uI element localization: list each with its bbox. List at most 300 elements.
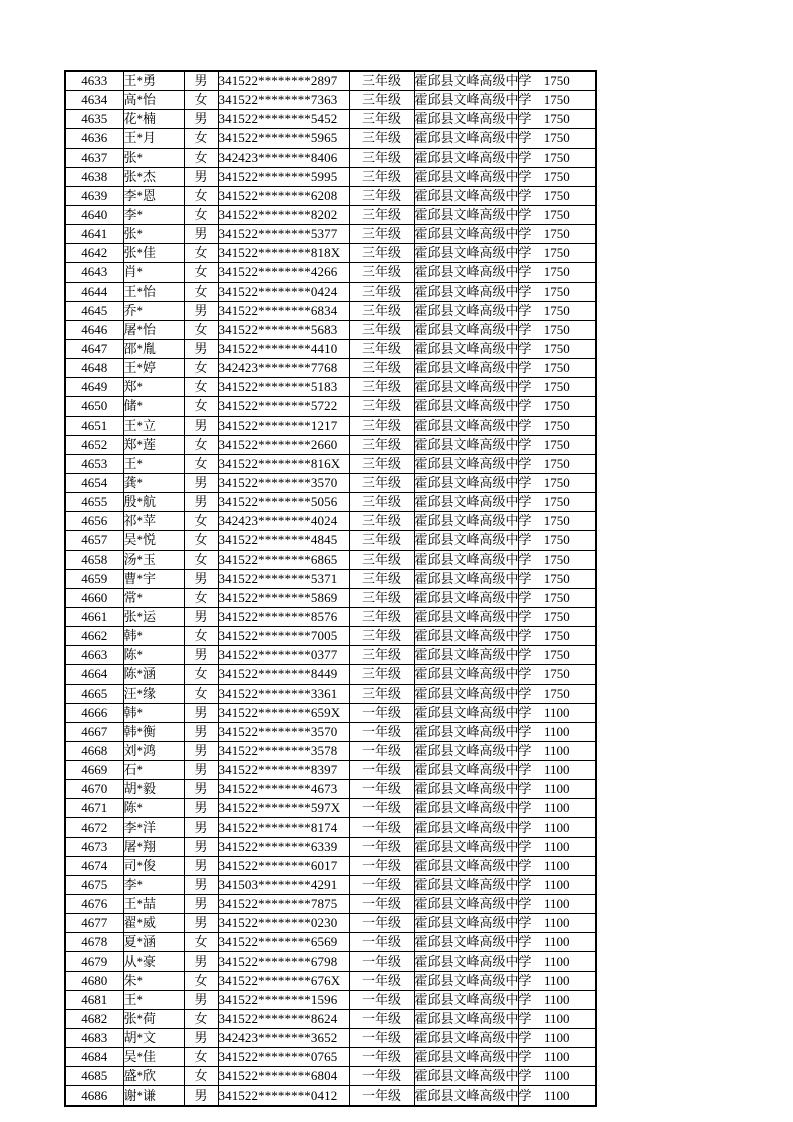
cell-id-number: 341522********6834 [218,301,349,320]
cell-gender: 女 [184,531,218,550]
table-row [65,320,596,339]
cell-id-number: 341522********5452 [218,110,349,129]
table-row [65,91,596,110]
cell-serial-number: 4683 [65,1029,123,1048]
cell-amount: 1100 [518,856,596,875]
cell-gender: 女 [184,205,218,224]
cell-serial-number: 4659 [65,569,123,588]
cell-id-number: 341522********8174 [218,818,349,837]
cell-serial-number: 4633 [65,71,123,91]
cell-gender: 女 [184,263,218,282]
cell-gender: 女 [184,627,218,646]
cell-student-name: 韩* [123,703,184,722]
cell-amount: 1100 [518,703,596,722]
cell-amount: 1750 [518,627,596,646]
table-row [65,416,596,435]
cell-grade: 三年级 [349,569,414,588]
cell-gender: 男 [184,780,218,799]
cell-serial-number: 4638 [65,167,123,186]
cell-serial-number: 4679 [65,952,123,971]
cell-amount: 1100 [518,895,596,914]
cell-id-number: 342423********4024 [218,512,349,531]
cell-student-name: 谢*谦 [123,1086,184,1106]
cell-school: 霍邱县文峰高级中学 [414,895,518,914]
table-row [65,818,596,837]
table-row [65,569,596,588]
cell-id-number: 341522********5995 [218,167,349,186]
cell-student-name: 祁*苹 [123,512,184,531]
cell-id-number: 341522********3570 [218,722,349,741]
cell-student-name: 肖* [123,263,184,282]
cell-amount: 1100 [518,952,596,971]
cell-gender: 男 [184,895,218,914]
cell-grade: 三年级 [349,684,414,703]
cell-gender: 男 [184,493,218,512]
cell-grade: 三年级 [349,359,414,378]
cell-serial-number: 4643 [65,263,123,282]
cell-id-number: 341522********4845 [218,531,349,550]
cell-gender: 男 [184,914,218,933]
cell-serial-number: 4686 [65,1086,123,1106]
cell-amount: 1100 [518,875,596,894]
cell-gender: 女 [184,378,218,397]
cell-grade: 三年级 [349,416,414,435]
table-row [65,378,596,397]
cell-serial-number: 4684 [65,1048,123,1067]
cell-gender: 男 [184,952,218,971]
cell-school: 霍邱县文峰高级中学 [414,1086,518,1106]
cell-grade: 一年级 [349,914,414,933]
cell-grade: 三年级 [349,167,414,186]
cell-school: 霍邱县文峰高级中学 [414,435,518,454]
cell-gender: 男 [184,837,218,856]
cell-amount: 1100 [518,780,596,799]
cell-serial-number: 4678 [65,933,123,952]
cell-student-name: 常* [123,588,184,607]
table-row [65,761,596,780]
cell-student-name: 王*勇 [123,71,184,91]
cell-gender: 女 [184,454,218,473]
table-row [65,493,596,512]
cell-grade: 一年级 [349,1086,414,1106]
cell-grade: 三年级 [349,339,414,358]
cell-gender: 男 [184,301,218,320]
table-row [65,1086,596,1106]
cell-grade: 一年级 [349,971,414,990]
cell-gender: 男 [184,722,218,741]
cell-id-number: 341522********8202 [218,205,349,224]
cell-gender: 女 [184,971,218,990]
cell-grade: 三年级 [349,473,414,492]
table-row [65,186,596,205]
cell-amount: 1100 [518,914,596,933]
cell-id-number: 341522********1596 [218,990,349,1009]
cell-student-name: 王* [123,454,184,473]
cell-student-name: 王*立 [123,416,184,435]
cell-gender: 男 [184,569,218,588]
cell-serial-number: 4646 [65,320,123,339]
table-row [65,205,596,224]
cell-school: 霍邱县文峰高级中学 [414,263,518,282]
cell-student-name: 刘*鸿 [123,741,184,760]
cell-amount: 1750 [518,569,596,588]
cell-serial-number: 4675 [65,875,123,894]
cell-amount: 1750 [518,512,596,531]
cell-id-number: 341522********0765 [218,1048,349,1067]
cell-grade: 一年级 [349,856,414,875]
cell-gender: 男 [184,856,218,875]
cell-gender: 男 [184,818,218,837]
cell-school: 霍邱县文峰高级中学 [414,148,518,167]
cell-student-name: 王*婷 [123,359,184,378]
cell-school: 霍邱县文峰高级中学 [414,665,518,684]
cell-grade: 一年级 [349,837,414,856]
cell-school: 霍邱县文峰高级中学 [414,186,518,205]
cell-serial-number: 4660 [65,588,123,607]
cell-student-name: 吴*悦 [123,531,184,550]
cell-id-number: 341522********6798 [218,952,349,971]
cell-grade: 一年级 [349,952,414,971]
cell-gender: 男 [184,799,218,818]
table-row [65,665,596,684]
cell-student-name: 屠*翔 [123,837,184,856]
cell-gender: 女 [184,933,218,952]
cell-grade: 三年级 [349,607,414,626]
cell-school: 霍邱县文峰高级中学 [414,952,518,971]
cell-school: 霍邱县文峰高级中学 [414,91,518,110]
cell-school: 霍邱县文峰高级中学 [414,837,518,856]
cell-serial-number: 4685 [65,1067,123,1086]
cell-student-name: 屠*怡 [123,320,184,339]
roster-table-body [65,71,596,1106]
cell-grade: 三年级 [349,378,414,397]
cell-gender: 女 [184,320,218,339]
cell-amount: 1750 [518,282,596,301]
cell-serial-number: 4637 [65,148,123,167]
cell-serial-number: 4677 [65,914,123,933]
cell-id-number: 341522********6017 [218,856,349,875]
cell-amount: 1750 [518,71,596,91]
cell-school: 霍邱县文峰高级中学 [414,416,518,435]
cell-school: 霍邱县文峰高级中学 [414,550,518,569]
cell-student-name: 盛*欣 [123,1067,184,1086]
cell-amount: 1100 [518,741,596,760]
cell-gender: 女 [184,684,218,703]
cell-id-number: 341522********8397 [218,761,349,780]
cell-serial-number: 4682 [65,1009,123,1028]
table-row [65,703,596,722]
cell-id-number: 341522********5965 [218,129,349,148]
cell-amount: 1750 [518,665,596,684]
cell-serial-number: 4648 [65,359,123,378]
cell-serial-number: 4668 [65,741,123,760]
cell-serial-number: 4663 [65,646,123,665]
cell-id-number: 341522********8449 [218,665,349,684]
cell-school: 霍邱县文峰高级中学 [414,378,518,397]
cell-serial-number: 4652 [65,435,123,454]
table-row [65,454,596,473]
cell-id-number: 342423********3652 [218,1029,349,1048]
cell-gender: 女 [184,1048,218,1067]
cell-grade: 三年级 [349,320,414,339]
cell-grade: 三年级 [349,282,414,301]
cell-student-name: 吴*佳 [123,1048,184,1067]
cell-id-number: 341522********5869 [218,588,349,607]
cell-serial-number: 4656 [65,512,123,531]
cell-student-name: 李* [123,875,184,894]
cell-school: 霍邱县文峰高级中学 [414,875,518,894]
cell-amount: 1750 [518,244,596,263]
cell-id-number: 341522********3578 [218,741,349,760]
cell-grade: 一年级 [349,875,414,894]
cell-school: 霍邱县文峰高级中学 [414,167,518,186]
cell-amount: 1750 [518,225,596,244]
cell-serial-number: 4680 [65,971,123,990]
table-row [65,588,596,607]
cell-student-name: 韩*衡 [123,722,184,741]
table-row [65,914,596,933]
cell-serial-number: 4654 [65,473,123,492]
cell-gender: 男 [184,875,218,894]
cell-grade: 三年级 [349,646,414,665]
cell-amount: 1100 [518,1067,596,1086]
cell-amount: 1750 [518,378,596,397]
cell-school: 霍邱县文峰高级中学 [414,320,518,339]
cell-id-number: 341522********676X [218,971,349,990]
cell-amount: 1750 [518,416,596,435]
cell-student-name: 汤*玉 [123,550,184,569]
cell-school: 霍邱县文峰高级中学 [414,780,518,799]
cell-gender: 女 [184,282,218,301]
cell-serial-number: 4647 [65,339,123,358]
cell-student-name: 韩* [123,627,184,646]
cell-student-name: 王*怡 [123,282,184,301]
cell-grade: 三年级 [349,531,414,550]
cell-id-number: 341503********4291 [218,875,349,894]
cell-grade: 一年级 [349,703,414,722]
cell-school: 霍邱县文峰高级中学 [414,244,518,263]
table-row [65,856,596,875]
table-row [65,990,596,1009]
cell-school: 霍邱县文峰高级中学 [414,646,518,665]
table-row [65,339,596,358]
cell-student-name: 胡*文 [123,1029,184,1048]
table-row [65,646,596,665]
cell-id-number: 341522********7363 [218,91,349,110]
cell-serial-number: 4673 [65,837,123,856]
cell-student-name: 陈*涵 [123,665,184,684]
table-row [65,971,596,990]
cell-student-name: 陈* [123,799,184,818]
cell-student-name: 李*洋 [123,818,184,837]
cell-serial-number: 4665 [65,684,123,703]
table-row [65,627,596,646]
cell-id-number: 341522********8576 [218,607,349,626]
cell-id-number: 342423********7768 [218,359,349,378]
cell-school: 霍邱县文峰高级中学 [414,129,518,148]
cell-gender: 女 [184,588,218,607]
cell-amount: 1750 [518,320,596,339]
cell-school: 霍邱县文峰高级中学 [414,359,518,378]
cell-serial-number: 4674 [65,856,123,875]
cell-student-name: 张*运 [123,607,184,626]
cell-grade: 一年级 [349,761,414,780]
cell-serial-number: 4644 [65,282,123,301]
cell-amount: 1750 [518,684,596,703]
table-row [65,435,596,454]
cell-school: 霍邱县文峰高级中学 [414,1009,518,1028]
cell-student-name: 龚* [123,473,184,492]
cell-grade: 一年级 [349,1009,414,1028]
cell-grade: 三年级 [349,91,414,110]
cell-grade: 一年级 [349,990,414,1009]
cell-gender: 女 [184,359,218,378]
cell-amount: 1750 [518,110,596,129]
cell-student-name: 张* [123,148,184,167]
cell-serial-number: 4664 [65,665,123,684]
cell-student-name: 夏*涵 [123,933,184,952]
cell-gender: 女 [184,1067,218,1086]
cell-grade: 一年级 [349,818,414,837]
cell-id-number: 341522********818X [218,244,349,263]
cell-amount: 1100 [518,1048,596,1067]
cell-gender: 男 [184,1086,218,1106]
cell-student-name: 张* [123,225,184,244]
cell-id-number: 342423********8406 [218,148,349,167]
cell-amount: 1750 [518,646,596,665]
table-row [65,875,596,894]
table-row [65,1029,596,1048]
cell-school: 霍邱县文峰高级中学 [414,71,518,91]
cell-grade: 一年级 [349,780,414,799]
cell-grade: 三年级 [349,301,414,320]
cell-student-name: 汪*缘 [123,684,184,703]
cell-amount: 1100 [518,837,596,856]
cell-serial-number: 4653 [65,454,123,473]
table-row [65,837,596,856]
cell-amount: 1750 [518,550,596,569]
cell-student-name: 高*怡 [123,91,184,110]
table-row [65,225,596,244]
table-row [65,397,596,416]
table-row [65,71,596,91]
cell-amount: 1750 [518,435,596,454]
cell-grade: 一年级 [349,1029,414,1048]
cell-amount: 1750 [518,186,596,205]
cell-school: 霍邱县文峰高级中学 [414,607,518,626]
table-row [65,473,596,492]
table-row [65,531,596,550]
cell-gender: 男 [184,607,218,626]
cell-student-name: 乔* [123,301,184,320]
cell-amount: 1100 [518,990,596,1009]
table-row [65,722,596,741]
cell-serial-number: 4681 [65,990,123,1009]
cell-grade: 三年级 [349,627,414,646]
cell-student-name: 从*豪 [123,952,184,971]
cell-serial-number: 4662 [65,627,123,646]
cell-grade: 三年级 [349,110,414,129]
cell-grade: 三年级 [349,225,414,244]
cell-id-number: 341522********6804 [218,1067,349,1086]
cell-gender: 女 [184,512,218,531]
cell-amount: 1750 [518,359,596,378]
cell-serial-number: 4658 [65,550,123,569]
cell-amount: 1750 [518,263,596,282]
cell-grade: 三年级 [349,665,414,684]
cell-gender: 女 [184,550,218,569]
cell-gender: 男 [184,990,218,1009]
cell-id-number: 341522********5056 [218,493,349,512]
cell-gender: 男 [184,741,218,760]
table-row [65,952,596,971]
cell-school: 霍邱县文峰高级中学 [414,454,518,473]
cell-student-name: 储* [123,397,184,416]
cell-id-number: 341522********0424 [218,282,349,301]
cell-amount: 1750 [518,531,596,550]
cell-grade: 三年级 [349,205,414,224]
cell-id-number: 341522********6569 [218,933,349,952]
cell-id-number: 341522********597X [218,799,349,818]
cell-student-name: 胡*毅 [123,780,184,799]
cell-serial-number: 4634 [65,91,123,110]
cell-id-number: 341522********1217 [218,416,349,435]
cell-amount: 1750 [518,301,596,320]
cell-id-number: 341522********659X [218,703,349,722]
cell-serial-number: 4640 [65,205,123,224]
cell-gender: 男 [184,761,218,780]
cell-grade: 三年级 [349,550,414,569]
cell-school: 霍邱县文峰高级中学 [414,205,518,224]
cell-amount: 1750 [518,129,596,148]
cell-student-name: 张*杰 [123,167,184,186]
cell-school: 霍邱县文峰高级中学 [414,933,518,952]
cell-school: 霍邱县文峰高级中学 [414,990,518,1009]
cell-id-number: 341522********4673 [218,780,349,799]
cell-school: 霍邱县文峰高级中学 [414,761,518,780]
cell-amount: 1100 [518,933,596,952]
cell-serial-number: 4676 [65,895,123,914]
cell-gender: 男 [184,416,218,435]
cell-serial-number: 4667 [65,722,123,741]
cell-gender: 女 [184,129,218,148]
cell-id-number: 341522********5683 [218,320,349,339]
cell-id-number: 341522********4410 [218,339,349,358]
cell-id-number: 341522********0377 [218,646,349,665]
cell-id-number: 341522********3570 [218,473,349,492]
cell-student-name: 郑* [123,378,184,397]
cell-amount: 1750 [518,167,596,186]
table-row [65,148,596,167]
cell-grade: 一年级 [349,741,414,760]
cell-id-number: 341522********0230 [218,914,349,933]
cell-amount: 1750 [518,397,596,416]
table-row [65,110,596,129]
cell-id-number: 341522********6339 [218,837,349,856]
cell-id-number: 341522********3361 [218,684,349,703]
table-row [65,359,596,378]
cell-amount: 1750 [518,493,596,512]
cell-grade: 三年级 [349,493,414,512]
table-row [65,895,596,914]
table-row [65,933,596,952]
cell-school: 霍邱县文峰高级中学 [414,914,518,933]
cell-school: 霍邱县文峰高级中学 [414,588,518,607]
cell-gender: 男 [184,473,218,492]
cell-amount: 1750 [518,454,596,473]
cell-serial-number: 4669 [65,761,123,780]
cell-serial-number: 4651 [65,416,123,435]
